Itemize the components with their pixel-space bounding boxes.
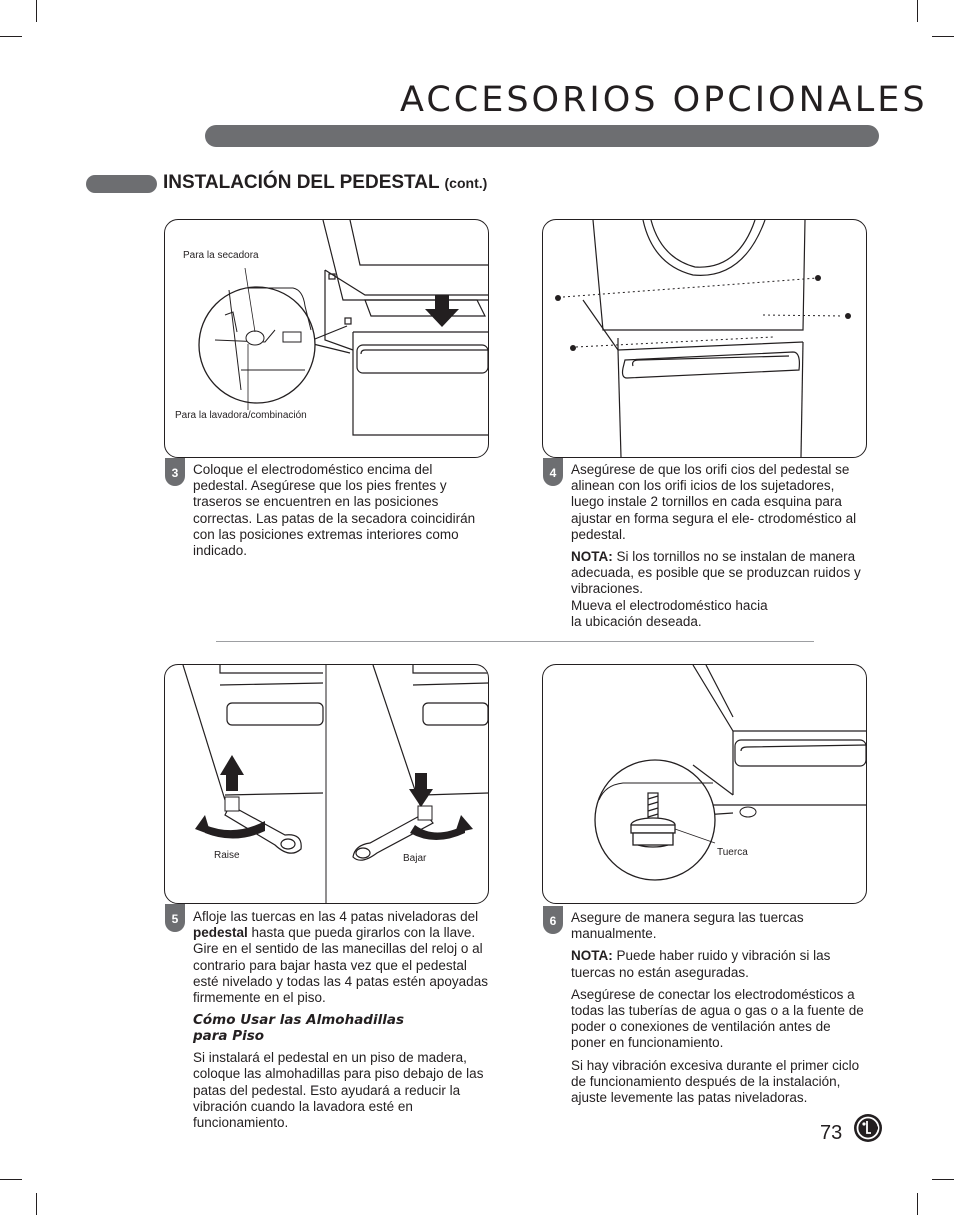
step-5-subtext: Si instalará el pedestal en un piso de madera, coloque las almohadillas para piso debajo de las patas del pedestal. Esto ayudará a reducir la vibración cuando la lavadora esté en funcionamiento. — [193, 1050, 484, 1131]
label-para-la-lavadora: Para la lavadora/combinación — [175, 410, 307, 421]
step-4-extra-line-1: Mueva el electrodoméstico hacia — [571, 597, 768, 613]
nut-tightening-illustration — [543, 665, 866, 903]
step-6-text — [571, 910, 866, 1112]
step-4-paragraph: Asegúrese de que los orifi cios del pedestal se alinean con los orifi icios de los sujetadores, luego instale 2 tornillos en cada esquina para ajustar en forma segura el ele- ctrodoméstico al pedestal. — [571, 462, 857, 542]
step-5-subheading-2: para Piso — [193, 1028, 265, 1045]
pedestal-screws-illustration — [543, 220, 866, 457]
label-bajar: Bajar — [403, 853, 427, 864]
step-6-paragraph-3: Si hay vibración excesiva durante el primer ciclo de funcionamiento después de la instalación, ajuste levemente las patas niveladoras. — [571, 1057, 860, 1106]
crop-mark — [932, 1179, 954, 1180]
crop-mark — [0, 1179, 22, 1180]
section-heading-text: INSTALACIÓN DEL PEDESTAL — [163, 172, 440, 193]
step-4-badge: 4 — [543, 458, 563, 486]
divider — [216, 641, 814, 642]
page-number: 73 — [820, 1122, 843, 1144]
title-bar — [205, 125, 879, 147]
step-4-text — [571, 462, 866, 630]
step-6-paragraph: Asegure de manera segura las tuercas manualmente. — [571, 910, 804, 942]
step-6-note — [571, 948, 866, 980]
step-5-badge: 5 — [165, 904, 185, 932]
note-text: Si los tornillos no se instalan de manera adecuada, es posible que se produzcan ruidos y vibraciones. — [571, 549, 861, 597]
step-3-badge: 3 — [165, 458, 185, 486]
label-tuerca: Tuerca — [717, 847, 748, 858]
step-6-figure — [542, 664, 867, 904]
step-5-paragraph — [193, 909, 491, 1006]
step-4-extra-line-2: la ubicación deseada. — [571, 613, 702, 629]
crop-mark — [917, 1193, 918, 1215]
note-text: Puede haber ruido y vibración si las tuercas no están aseguradas. — [571, 948, 831, 980]
label-para-la-secadora: Para la secadora — [183, 250, 259, 261]
step-5-subheading-1: Cómo Usar las Almohadillas — [193, 1012, 404, 1029]
step-4-figure — [542, 219, 867, 458]
crop-mark — [36, 0, 37, 22]
crop-mark — [932, 36, 954, 37]
crop-mark — [917, 0, 918, 22]
note-label: NOTA: — [571, 948, 613, 964]
step-3-figure — [164, 219, 489, 458]
crop-mark — [36, 1193, 37, 1215]
step-6-badge: 6 — [543, 906, 563, 934]
step-3-paragraph: Coloque el electrodoméstico encima del pedestal. Asegúrese que los pies frentes y traseros se encuentren en las posiciones correctas. Las patas de la secadora coincidirán con las posiciones extremas interiores como indicado. — [193, 462, 476, 559]
step-5-text-bold: pedestal — [193, 925, 248, 941]
step-5-text-b: hasta que pueda girarlos con la llave. Gire en el sentido de las manecillas del reloj o al contrario para bajar hasta vez que el pedestal esté nivelado y todas las 4 patas estén apoyadas firmemente en el piso. — [193, 925, 488, 1006]
section-pill — [86, 175, 157, 193]
step-5-figure — [164, 664, 489, 904]
step-5-text-a: Afloje las tuercas en las 4 patas niveladoras del — [193, 909, 479, 924]
section-heading-suffix: (cont.) — [444, 175, 488, 191]
lower-arrow-icon — [409, 773, 433, 807]
step-4-note — [571, 549, 866, 598]
step-5-subheading — [193, 1012, 491, 1044]
page-title: ACCESORIOS OPCIONALES — [400, 80, 928, 120]
leveling-feet-wrench-illustration — [165, 665, 488, 903]
step-6-paragraph-2: Asegúrese de conectar los electrodomésticos a todas las tuberías de agua o gas o a la fuente de poder o conexiones de ventilación antes de poner en funcionamiento. — [571, 986, 864, 1051]
section-heading — [163, 172, 487, 194]
raise-arrow-icon — [220, 755, 244, 791]
step-5-text — [193, 909, 491, 1137]
note-label: NOTA: — [571, 549, 613, 565]
step-3-text — [193, 462, 478, 565]
nut-icon — [631, 818, 675, 847]
crop-mark — [0, 36, 22, 37]
lg-logo-icon — [853, 1113, 883, 1143]
label-raise: Raise — [214, 850, 240, 861]
